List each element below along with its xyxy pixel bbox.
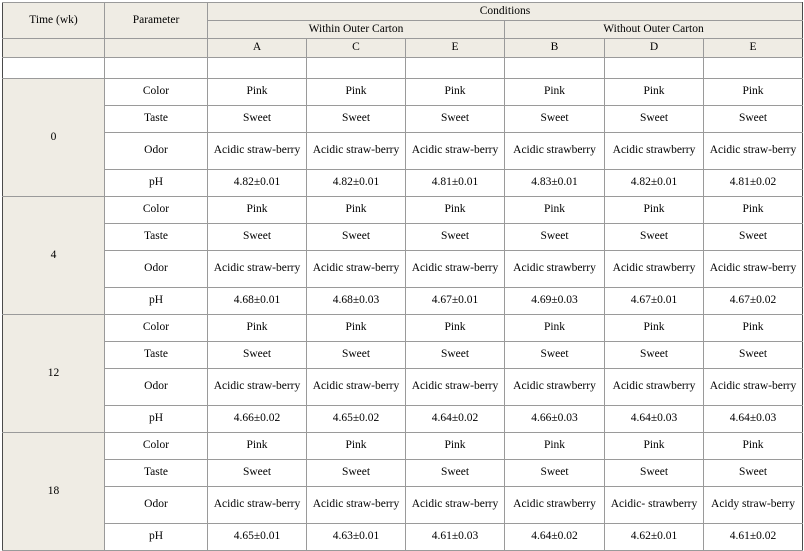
spacer-time — [3, 57, 105, 78]
value-cell: Pink — [704, 432, 803, 459]
header-without-outer-carton: Without Outer Carton — [505, 21, 803, 39]
value-cell: Pink — [208, 196, 307, 223]
value-cell: 4.69±0.03 — [505, 287, 605, 314]
value-cell: Pink — [307, 314, 406, 341]
value-cell: Pink — [704, 78, 803, 105]
value-cell: 4.61±0.02 — [704, 523, 803, 550]
value-cell: Sweet — [208, 105, 307, 132]
value-cell: Sweet — [307, 223, 406, 250]
value-cell: Pink — [307, 78, 406, 105]
value-cell: Pink — [307, 196, 406, 223]
time-cell-4: 4 — [3, 196, 105, 314]
value-cell: Sweet — [505, 105, 605, 132]
value-cell: Acidic straw-berry — [704, 250, 803, 287]
parameter-label: Color — [105, 196, 208, 223]
column-label-a: A — [208, 39, 307, 57]
value-cell: Sweet — [704, 459, 803, 486]
value-cell: Acidic straw-berry — [208, 368, 307, 405]
value-cell: Sweet — [605, 341, 704, 368]
parameter-label: Taste — [105, 223, 208, 250]
value-cell: Sweet — [505, 459, 605, 486]
table-row — [3, 405, 803, 432]
header-within-outer-carton: Within Outer Carton — [208, 21, 505, 39]
spacer-b — [505, 57, 605, 78]
value-cell: 4.67±0.02 — [704, 287, 803, 314]
header-parameter-blank — [105, 39, 208, 57]
column-label-e2: E — [704, 39, 803, 57]
table-row — [3, 105, 803, 132]
header-time: Time (wk) — [3, 3, 105, 39]
value-cell: Sweet — [406, 223, 505, 250]
parameter-label: pH — [105, 287, 208, 314]
value-cell: 4.68±0.03 — [307, 287, 406, 314]
value-cell: Acidic straw-berry — [307, 368, 406, 405]
parameter-label: Odor — [105, 368, 208, 405]
value-cell: Pink — [406, 432, 505, 459]
table-row — [3, 287, 803, 314]
parameter-label: Color — [105, 314, 208, 341]
spacer-c — [307, 57, 406, 78]
column-label-b: B — [505, 39, 605, 57]
value-cell: Sweet — [704, 341, 803, 368]
value-cell: 4.67±0.01 — [605, 287, 704, 314]
value-cell: Pink — [406, 314, 505, 341]
value-cell: 4.63±0.01 — [307, 523, 406, 550]
column-label-e1: E — [406, 39, 505, 57]
value-cell: Pink — [505, 314, 605, 341]
value-cell: Acidic strawberry — [605, 368, 704, 405]
spacer-e2 — [704, 57, 803, 78]
spacer-a — [208, 57, 307, 78]
value-cell: Pink — [406, 78, 505, 105]
value-cell: 4.64±0.03 — [704, 405, 803, 432]
value-cell: 4.82±0.01 — [208, 169, 307, 196]
value-cell: Sweet — [307, 105, 406, 132]
value-cell: Acidic straw-berry — [406, 132, 505, 169]
value-cell: Acidic straw-berry — [406, 250, 505, 287]
value-cell: Sweet — [605, 105, 704, 132]
table-header-row-3 — [3, 39, 803, 57]
value-cell: 4.81±0.02 — [704, 169, 803, 196]
value-cell: Sweet — [605, 223, 704, 250]
value-cell: Pink — [307, 432, 406, 459]
value-cell: Pink — [208, 314, 307, 341]
value-cell: Acidic- strawberry — [605, 486, 704, 523]
value-cell: Pink — [505, 78, 605, 105]
table-row — [3, 432, 803, 459]
value-cell: Acidic straw-berry — [307, 250, 406, 287]
table-row — [3, 368, 803, 405]
value-cell: Acidic straw-berry — [208, 132, 307, 169]
value-cell: 4.66±0.02 — [208, 405, 307, 432]
value-cell: 4.61±0.03 — [406, 523, 505, 550]
time-cell-18: 18 — [3, 432, 105, 550]
value-cell: Sweet — [307, 459, 406, 486]
table-row — [3, 78, 803, 105]
stability-data-table — [2, 2, 803, 551]
value-cell: Acidic straw-berry — [307, 486, 406, 523]
table-row — [3, 196, 803, 223]
value-cell: 4.62±0.01 — [605, 523, 704, 550]
value-cell: 4.81±0.01 — [406, 169, 505, 196]
spacer-row — [3, 57, 803, 78]
parameter-label: Taste — [105, 459, 208, 486]
value-cell: Sweet — [605, 459, 704, 486]
table-row — [3, 314, 803, 341]
value-cell: Pink — [605, 432, 704, 459]
value-cell: Acidic strawberry — [505, 132, 605, 169]
value-cell: Acidic straw-berry — [704, 132, 803, 169]
value-cell: 4.68±0.01 — [208, 287, 307, 314]
parameter-label: pH — [105, 523, 208, 550]
value-cell: Acidic straw-berry — [208, 250, 307, 287]
time-cell-12: 12 — [3, 314, 105, 432]
value-cell: 4.65±0.01 — [208, 523, 307, 550]
parameter-label: Color — [105, 78, 208, 105]
value-cell: Sweet — [406, 105, 505, 132]
value-cell: 4.64±0.02 — [505, 523, 605, 550]
table-row — [3, 523, 803, 550]
table-row — [3, 486, 803, 523]
header-time-blank — [3, 39, 105, 57]
value-cell: Sweet — [704, 105, 803, 132]
time-cell-0: 0 — [3, 78, 105, 196]
header-parameter: Parameter — [105, 3, 208, 39]
parameter-label: pH — [105, 405, 208, 432]
parameter-label: Odor — [105, 250, 208, 287]
value-cell: Acidic straw-berry — [406, 368, 505, 405]
value-cell: Acidic strawberry — [605, 250, 704, 287]
table-row — [3, 459, 803, 486]
value-cell: 4.83±0.01 — [505, 169, 605, 196]
table-row — [3, 169, 803, 196]
value-cell: Pink — [704, 196, 803, 223]
value-cell: 4.64±0.03 — [605, 405, 704, 432]
value-cell: Pink — [605, 78, 704, 105]
value-cell: Acidic straw-berry — [307, 132, 406, 169]
parameter-label: Color — [105, 432, 208, 459]
table-row — [3, 223, 803, 250]
value-cell: Pink — [208, 78, 307, 105]
value-cell: Acidic straw-berry — [208, 486, 307, 523]
spacer-d — [605, 57, 704, 78]
table-row — [3, 341, 803, 368]
value-cell: Sweet — [208, 223, 307, 250]
header-conditions: Conditions — [208, 3, 803, 21]
value-cell: Pink — [605, 314, 704, 341]
value-cell: Acidy straw-berry — [704, 486, 803, 523]
value-cell: 4.82±0.01 — [307, 169, 406, 196]
table-row — [3, 132, 803, 169]
column-label-d: D — [605, 39, 704, 57]
value-cell: Acidic strawberry — [505, 368, 605, 405]
parameter-label: Taste — [105, 341, 208, 368]
parameter-label: Odor — [105, 486, 208, 523]
value-cell: 4.64±0.02 — [406, 405, 505, 432]
column-label-c: C — [307, 39, 406, 57]
table-header-row-1 — [3, 3, 803, 21]
value-cell: 4.66±0.03 — [505, 405, 605, 432]
value-cell: Acidic straw-berry — [406, 486, 505, 523]
value-cell: Pink — [505, 196, 605, 223]
value-cell: Sweet — [406, 341, 505, 368]
value-cell: Acidic straw-berry — [704, 368, 803, 405]
value-cell: Sweet — [704, 223, 803, 250]
value-cell: Pink — [605, 196, 704, 223]
parameter-label: Odor — [105, 132, 208, 169]
value-cell: Acidic strawberry — [505, 486, 605, 523]
table-row — [3, 250, 803, 287]
value-cell: Sweet — [406, 459, 505, 486]
value-cell: Acidic strawberry — [505, 250, 605, 287]
parameter-label: pH — [105, 169, 208, 196]
spacer-parameter — [105, 57, 208, 78]
value-cell: Pink — [208, 432, 307, 459]
parameter-label: Taste — [105, 105, 208, 132]
value-cell: Sweet — [208, 459, 307, 486]
value-cell: Pink — [505, 432, 605, 459]
value-cell: Sweet — [505, 223, 605, 250]
value-cell: 4.65±0.02 — [307, 405, 406, 432]
value-cell: Sweet — [208, 341, 307, 368]
value-cell: 4.67±0.01 — [406, 287, 505, 314]
value-cell: Sweet — [505, 341, 605, 368]
spacer-e1 — [406, 57, 505, 78]
value-cell: Pink — [406, 196, 505, 223]
value-cell: 4.82±0.01 — [605, 169, 704, 196]
value-cell: Pink — [704, 314, 803, 341]
value-cell: Sweet — [307, 341, 406, 368]
value-cell: Acidic strawberry — [605, 132, 704, 169]
